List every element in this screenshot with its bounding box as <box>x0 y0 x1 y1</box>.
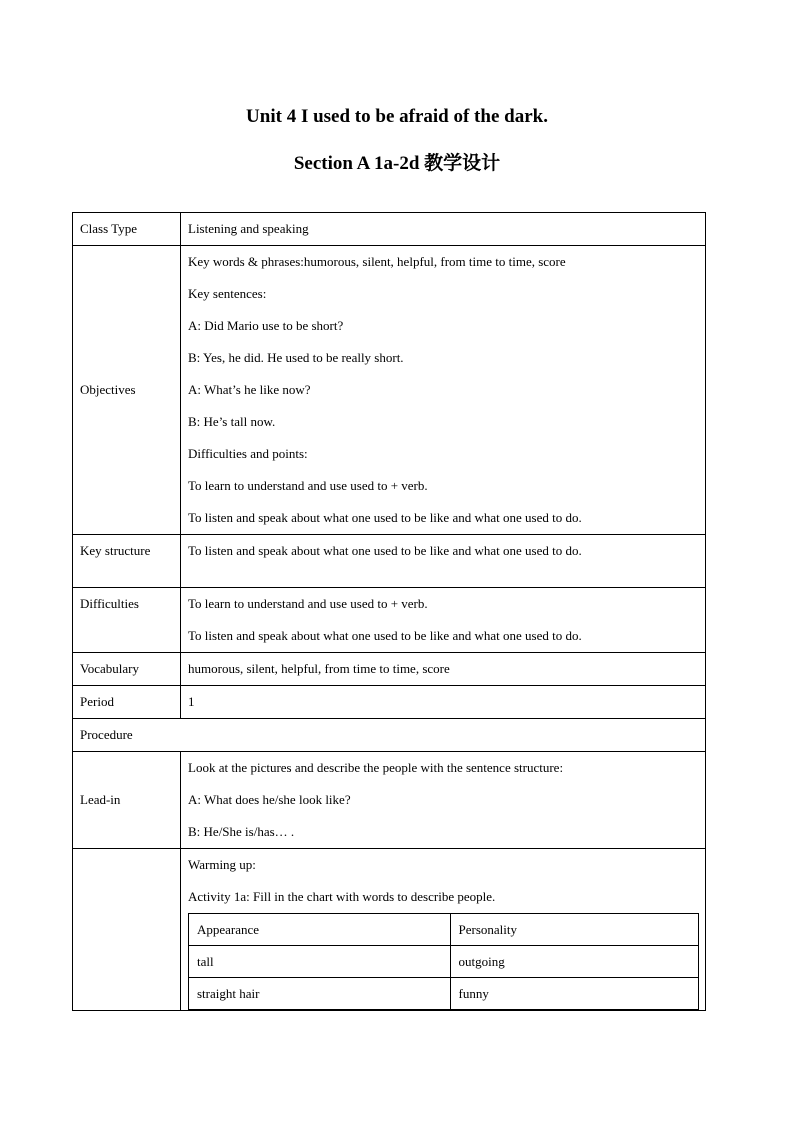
class-type-value: Listening and speaking <box>188 221 309 236</box>
objectives-line: Difficulties and points: <box>188 446 308 461</box>
objectives-line: A: Did Mario use to be short? <box>188 318 344 333</box>
vocabulary-value: humorous, silent, helpful, from time to time, score <box>188 661 450 676</box>
chart-header-appearance: Appearance <box>189 914 451 946</box>
warming-up-line: Activity 1a: Fill in the chart with words to describe people. <box>188 889 496 904</box>
lead-in-line: A: What does he/she look like? <box>188 792 351 807</box>
warming-up-line: Warming up: <box>188 857 256 872</box>
procedure-label: Procedure <box>80 727 133 742</box>
objectives-line: To listen and speak about what one used to be like and what one used to do. <box>188 510 582 525</box>
objectives-line: To learn to understand and use used to + verb. <box>188 478 428 493</box>
difficulties-line: To listen and speak about what one used to be like and what one used to do. <box>188 628 582 643</box>
key-structure-label: Key structure <box>80 543 151 558</box>
document-title: Unit 4 I used to be afraid of the dark. <box>246 106 548 127</box>
objectives-label: Objectives <box>80 382 136 397</box>
chart-cell: funny <box>450 978 698 1010</box>
row-lead-in <box>73 752 706 849</box>
objectives-line: B: Yes, he did. He used to be really short. <box>188 350 404 365</box>
row-procedure <box>73 719 706 752</box>
lead-in-line: B: He/She is/has… . <box>188 824 295 839</box>
objectives-line: Key words & phrases:humorous, silent, helpful, from time to time, score <box>188 254 566 269</box>
key-structure-value: To listen and speak about what one used to be like and what one used to do. <box>188 543 582 558</box>
row-warming-up <box>73 849 706 1011</box>
period-label: Period <box>80 694 114 709</box>
difficulties-line: To learn to understand and use used to + verb. <box>188 596 428 611</box>
lesson-plan-table <box>72 212 706 1011</box>
objectives-line: A: What’s he like now? <box>188 382 311 397</box>
lead-in-label: Lead-in <box>80 792 121 807</box>
objectives-line: B: He’s tall now. <box>188 414 276 429</box>
objectives-line: Key sentences: <box>188 286 267 301</box>
vocabulary-label: Vocabulary <box>80 661 139 676</box>
row-objectives <box>73 246 706 535</box>
row-difficulties <box>73 588 706 653</box>
chart-row <box>189 978 699 1010</box>
activity-1a-chart <box>188 913 699 1010</box>
row-class-type <box>73 213 706 246</box>
period-value: 1 <box>188 694 195 709</box>
row-key-structure <box>73 535 706 588</box>
chart-cell: outgoing <box>450 946 698 978</box>
document-subtitle: Section A 1a-2d 教学设计 <box>293 153 501 174</box>
chart-header-personality: Personality <box>450 914 698 946</box>
row-vocabulary <box>73 653 706 686</box>
class-type-label: Class Type <box>80 221 137 236</box>
row-period <box>73 686 706 719</box>
lead-in-line: Look at the pictures and describe the people with the sentence structure: <box>188 760 564 775</box>
chart-row <box>189 946 699 978</box>
difficulties-label: Difficulties <box>80 596 139 611</box>
chart-header-row <box>189 914 699 946</box>
chart-cell: straight hair <box>189 978 451 1010</box>
chart-cell: tall <box>189 946 451 978</box>
